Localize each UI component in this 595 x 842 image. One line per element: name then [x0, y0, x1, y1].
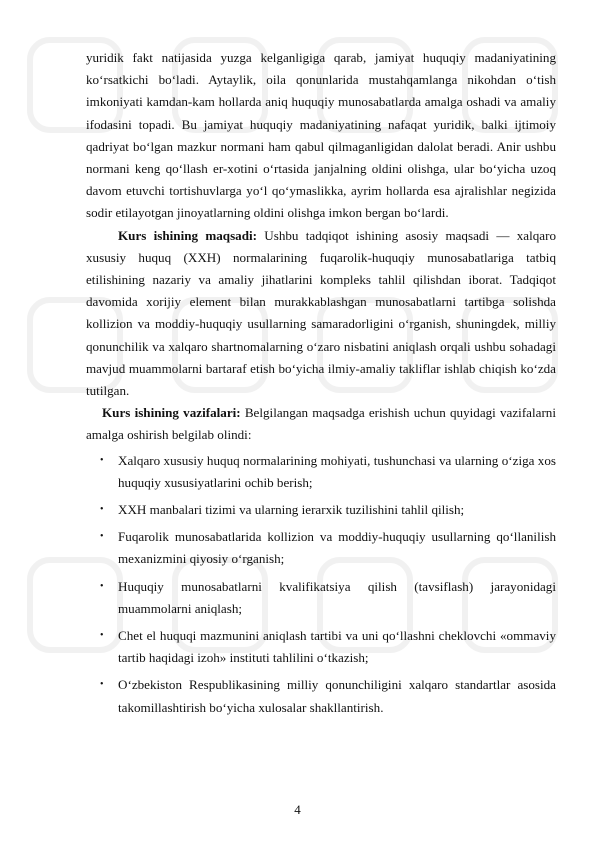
bullet-icon: •: [100, 630, 104, 642]
tasks-list: [86, 450, 556, 719]
list-item: [86, 526, 556, 570]
list-item-text: XXH manbalari tizimi va ularning ierarxik tuzilishini tahlil qilish;: [118, 502, 465, 518]
paragraph-intro: yuridik fakt natijasida yuzga kelganligiga qarab, jamiyat huquqiy madaniyatining ko‘rsatkichi bo‘ladi. Aytaylik, oila qonunlarida mustahqamlanga nikohdan o‘tish imkoniyati kamdan-kam hollarda aniq huquqiy munosabatlarda amalga oshadi va amaliy ifodasini topadi. Bu jamiyat huquqiy madaniyatining nafaqat yuridik, balki ijtimoiy qadriyat bo‘lgan mazkur normani ham qabul qilmaganligidan dalolat beradi. Anir ushbu normani keng qo‘llash er-xotini o‘rtasida janjalning oldini olishga, ular bo‘yicha uzoq davom etuvchi tortishuvlarga yo‘l qo‘ymaslikka, ayrim hollarda esa ajralishlar negizida sodir etilayotgan jinoyatlarning oldini olishga imkon bergan bo‘lardi.: [86, 50, 556, 221]
list-item-text: O‘zbekiston Respublikasining milliy qonunchiligini xalqaro standartlar asosida takomillashtirish bo‘yicha xulosalar shakllantirish.: [118, 677, 556, 715]
bullet-icon: •: [100, 454, 104, 466]
goal-heading: Kurs ishining maqsadi:: [118, 227, 257, 243]
bullet-icon: •: [100, 531, 104, 543]
bullet-icon: •: [100, 679, 104, 691]
tasks-intro-text: Belgilangan maqsadga erishish uchun quyidagi vazifalarni amalga oshirish belgilab olindi:: [86, 405, 556, 443]
list-item: [86, 576, 556, 620]
paragraph-tasks-intro: [86, 402, 556, 446]
bullet-icon: •: [100, 504, 104, 516]
list-item-text: Chet el huquqi mazmunini aniqlash tartibi va uni qo‘llashni cheklovchi «ommaviy tartib haqidagi izoh» instituti tahlilini o‘tkazish;: [118, 628, 556, 666]
list-item-text: Fuqarolik munosabatlarida kollizion va moddiy-huquqiy usullarning qo‘llanilish mexanizmini qiyosiy o‘rganish;: [118, 529, 556, 567]
list-item-text: Huquqiy munosabatlarni kvalifikatsiya qilish (tavsiflash) jarayonidagi muammolarni aniqlash;: [118, 578, 556, 616]
tasks-heading: Kurs ishining vazifalari:: [102, 405, 241, 421]
document-body: [86, 47, 556, 719]
page-number: 4: [294, 802, 301, 817]
list-item: [86, 625, 556, 669]
list-item: [86, 674, 556, 718]
paragraph-goal: [86, 225, 556, 403]
goal-text: Ushbu tadqiqot ishining asosiy maqsadi — xalqaro xususiy huquq (XXH) normalarining fuqarolik-huquqiy munosabatlariga tatbiq etilishining nazariy va amaliy jihatlarini kompleks tahlil qilishdan iborat. Tadqiqot davomida xorijiy element bilan murakkablashgan munosabatlarni tartibga solishda kollizion va moddiy-huquqiy usullarning samaradorligini o‘rganish, shuningdek, milliy qonunchilik va xalqaro shartnomalarning o‘zaro nisbatini aniqlash orqali ushbu sohadagi mavjud muammolarni bartaraf etish bo‘yicha ilmiy-amaliy takliflar ishlab chiqish ko‘zda tutilgan.: [86, 227, 556, 399]
list-item-text: Xalqaro xususiy huquq normalarining mohiyati, tushunchasi va ularning o‘ziga xos huquqiy xususiyatlarini ochib berish;: [118, 452, 556, 490]
list-item: [86, 450, 556, 494]
list-item: [86, 499, 556, 521]
bullet-icon: •: [100, 580, 104, 592]
